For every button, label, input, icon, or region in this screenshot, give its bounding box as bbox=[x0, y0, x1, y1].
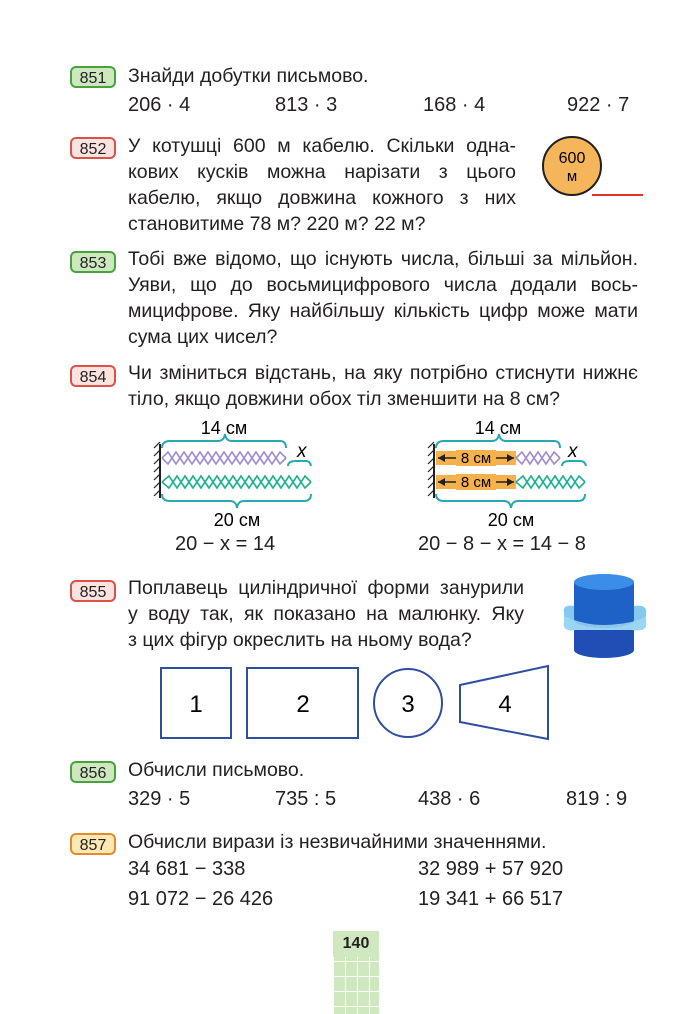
left-x-label: x bbox=[297, 441, 307, 462]
expr-857-4: 19 341 + 66 517 bbox=[418, 888, 564, 910]
right-top-length: 14 см bbox=[474, 418, 522, 438]
problem-854-number: 854 bbox=[70, 365, 116, 387]
problem-852-line-1: У котушці 600 м кабелю. Скільки одна- bbox=[128, 135, 516, 157]
expr-857-3: 91 072 − 26 426 bbox=[128, 888, 274, 910]
problem-856-number: 856 bbox=[70, 761, 116, 783]
expr-856-4: 819 : 9 bbox=[566, 788, 628, 810]
expr-851-1: 206 · 4 bbox=[128, 94, 191, 116]
expr-857-2: 32 989 + 57 920 bbox=[418, 858, 564, 880]
problem-855-line-1: Поплавець циліндричної форми занурили bbox=[128, 577, 524, 599]
cable-coil-illustration bbox=[540, 136, 645, 206]
shape-2-label: 2 bbox=[296, 691, 310, 718]
problem-852-number: 852 bbox=[70, 137, 116, 159]
expr-851-2: 813 · 3 bbox=[275, 94, 338, 116]
problem-857-number: 857 bbox=[70, 833, 116, 855]
problem-853-line-3: мицифрове. Яку найбільшу кількість цифр може мати bbox=[128, 300, 638, 322]
spring-diagram-right bbox=[418, 414, 608, 534]
shape-3-label: 3 bbox=[401, 691, 415, 718]
problem-851-number: 851 bbox=[70, 66, 116, 88]
problem-853-line-4: сума цих чисел? bbox=[128, 326, 278, 348]
expr-856-1: 329 · 5 bbox=[128, 788, 191, 810]
expr-851-4: 922 · 7 bbox=[567, 94, 630, 116]
problem-854-line-2: тіло, якщо довжини обох тіл зменшити на 8 см? bbox=[128, 388, 560, 410]
shape-1-label: 1 bbox=[189, 691, 203, 718]
page-number: 140 bbox=[333, 931, 379, 957]
left-bottom-length: 20 см bbox=[213, 510, 261, 530]
problem-857-text: Обчисли вирази із незвичайними значеннями. bbox=[128, 831, 547, 853]
problem-852-line-2: кових кусків можна нарізати з цього bbox=[128, 161, 516, 183]
coil-unit: м bbox=[566, 168, 578, 185]
expr-857-1: 34 681 − 338 bbox=[128, 858, 246, 880]
expr-856-3: 438 · 6 bbox=[418, 788, 481, 810]
problem-851-text: Знайди добутки письмово. bbox=[128, 65, 369, 87]
expr-851-3: 168 · 4 bbox=[423, 94, 486, 116]
spring-diagram-left bbox=[140, 414, 330, 534]
problem-853-line-2: Уяви, що до восьмицифрового числа додали вось- bbox=[128, 274, 638, 296]
expr-856-2: 735 : 5 bbox=[275, 788, 337, 810]
right-top-seg-label: 8 см bbox=[460, 450, 492, 467]
shape-4-label: 4 bbox=[498, 691, 512, 718]
answer-shapes bbox=[158, 662, 558, 744]
left-equation: 20 − x = 14 bbox=[175, 533, 276, 555]
problem-855-line-2: у воду так, як показано на малюнку. Яку bbox=[128, 603, 524, 625]
problem-852-line-3: кабелю, якщо довжина кожного з них bbox=[128, 187, 516, 209]
problem-855-line-3: з цих фігур окреслить на ньому вода? bbox=[128, 629, 472, 651]
coil-value: 600 bbox=[558, 150, 586, 167]
right-equation: 20 − 8 − x = 14 − 8 bbox=[418, 533, 586, 555]
problem-852-line-4: становитиме 78 м? 220 м? 22 м? bbox=[128, 213, 426, 235]
float-cylinder-illustration bbox=[560, 570, 650, 662]
right-bottom-length: 20 см bbox=[487, 510, 535, 530]
problem-854-line-1: Чи зміниться відстань, на яку потрібно стиснути нижнє bbox=[128, 362, 638, 384]
right-x-label: x bbox=[568, 441, 578, 462]
problem-853-number: 853 bbox=[70, 251, 116, 273]
problem-856-text: Обчисли письмово. bbox=[128, 759, 305, 781]
problem-855-number: 855 bbox=[70, 580, 116, 602]
problem-853-line-1: Тобі вже відомо, що існують числа, більші за мільйон. bbox=[128, 248, 638, 270]
right-bottom-seg-label: 8 см bbox=[460, 474, 492, 491]
left-top-length: 14 см bbox=[200, 418, 248, 438]
